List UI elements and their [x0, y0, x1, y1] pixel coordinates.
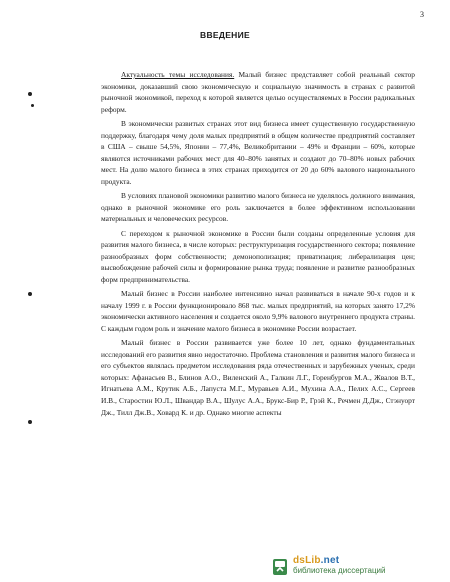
page-title: ВВЕДЕНИЕ	[200, 30, 250, 40]
paragraph-lead: Актуальность темы исследования.	[121, 70, 235, 79]
document-body	[101, 69, 415, 418]
paragraph: С переходом к рыночной экономике в России были созданы определенные условия для развития малого бизнеса, в числе которых: реструктуризация государственного сектора; появление разнообразных форм собственности; демонополизация; приватизация; либерализация цен; высвобождение рабочей силы и формирование рынка труда; появление и развитие разнообразных форм предпринимательства.	[101, 228, 415, 284]
page-number: 3	[420, 10, 424, 19]
paragraph: Малый бизнес в России наиболее интенсивно начал развиваться в начале 90-х годов и к началу 1999 г. в России функционировало 868 тыс. малых предприятий, на которых занято 17,2% экономически активного населения и создается около 9,9% валового внутреннего продукта страны. С каждым годом роль и значение малого бизнеса в экономике России возрастает.	[101, 289, 415, 333]
paragraph-text: Малый бизнес представляет собой реальный сектор экономики, доказавший свою экономическую и социальную значимость в странах с развитой рыночной экономикой, переход к которой является целью осуществляемых в России радикальных реформ.	[101, 70, 416, 114]
margin-mark	[28, 92, 32, 96]
paragraph: В условиях плановой экономики развитию малого бизнеса не уделялось должного внимания, однако в рыночной экономике его роль заключается в более эффективном использовании материальных и человеческих ресурсов.	[101, 191, 416, 224]
logo-brand: dsLib.net	[293, 555, 340, 566]
book-logo-icon	[270, 557, 290, 577]
margin-mark	[28, 420, 32, 424]
watermark-logo[interactable]	[270, 556, 446, 578]
margin-mark	[28, 292, 32, 296]
logo-tagline: библиотека диссертаций	[293, 566, 386, 575]
paragraph: В экономически развитых странах этот вид бизнеса имеет существенную государственную поддержку, благодаря чему доля малых предприятий в общем количестве предприятий составляет в США – свыше 54,5%, Японии – 77,4%, Великобритании – 49% и Франции – 60%, которые являются источниками рабочих мест для 40–80% занятых и создают до 70–80% новых рабочих мест. На долю малого бизнеса в этих странах приходится от 20 до 60% валового национального продукта.	[101, 118, 415, 186]
paragraph: Малый бизнес в России развивается уже более 10 лет, однако фундаментальных исследований его развития явно недостаточно. Проблема становления и развития малого бизнеса и его субъектов являлась предметом исследования ряда отечественных и зарубежных ученых, среди которых: Афанасьев В., Блинов А.О., Виленский А., Галкин Л.Г., Горенбургов М.А., Жвалов В.Т., Игнатьева А.М., Крутик А.Б., Лапуста М.Г., Муравьев А.И., Мухина А.А., Пелих А.С., Сергеев И.В., Старостин Ю.Л., Швандар В.А., Шулус А.А., Брукс-Бир Р., Грэй К., Речмен Д.Дж., Стэнуорт Дж., Тилл Дж.В., Ховард К. и др. Однако многие аспекты	[101, 338, 415, 417]
paragraph	[101, 69, 415, 115]
margin-mark	[31, 104, 34, 107]
